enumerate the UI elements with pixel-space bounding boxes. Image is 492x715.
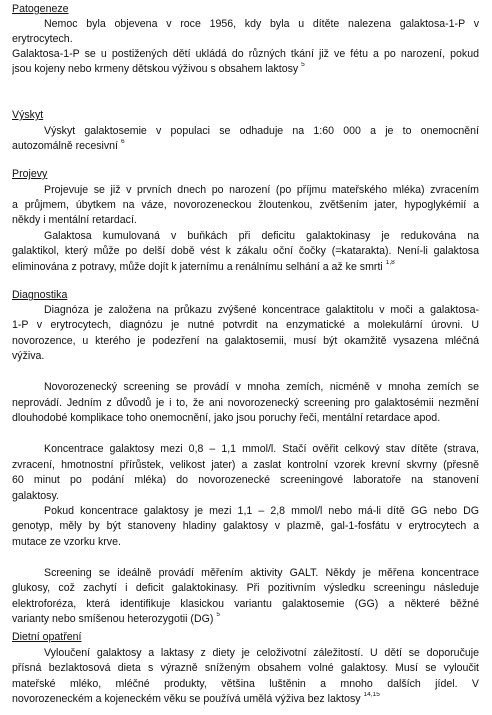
text-line: někdy i mentální retardací. (12, 214, 137, 226)
text-line-with-ref: autozomálně recesivní $^6$ (12, 139, 125, 152)
text-line: přísná bezlaktosová dieta s výrazně sníženým obsahem volné galaktosy. Musí se vyloučit (12, 662, 479, 674)
citation-ref: 1,8 (385, 260, 395, 267)
text-line: Výskyt galaktosemie v populaci se odhaduje na 1:60 000 a je to onemocnění (44, 125, 479, 137)
text-line: Galaktosa-1-P se u postižených dětí ukládá do různých tkání již ve fétu a po narození, pokud (12, 48, 479, 60)
heading-vyskyt: Výskyt (12, 109, 44, 121)
text-line: Novorozenecký screening se provádí v mnoha zemích, nicméně v mnoha zemích se (44, 381, 479, 393)
text-line: Nemoc byla objevena v roce 1956, kdy byla u dítěte nalezena galaktosa-1-P v (44, 18, 479, 30)
text-line: Galaktosa kumulovaná v buňkách při deficitu galaktokinasy je redukována na (44, 230, 479, 242)
text-line: Screening se ideálně provádí měřením aktivity GALT. Někdy je měřena koncentrace (44, 567, 479, 579)
text-line: genotyp, měly by být stanoveny hladiny galaktosy v plazmě, gal-1-fosfátu v erytrocytech a (12, 520, 479, 532)
text-line: zvracení, hmotnostní přírůstek, velikost jater) a zaslat kontrolní vzorek krevní skvrny (přesně (12, 459, 479, 471)
text-line: Koncentrace galaktosy mezi 0,8 – 1,1 mmol/l. Stačí ověřit celkový stav dítěte (strava, (44, 443, 479, 455)
text-line: erytrocytech. (12, 33, 73, 45)
text-line: glukosy, což zachytí i deficit galaktokinasy. Při pozitivním výsledku screeningu následuje (12, 582, 479, 594)
heading-projevy: Projevy (12, 168, 48, 180)
text-line: dlouhodobé komplikace toho onemocnění, jako jsou poruchy řeči, mentální retardace apod. (12, 412, 441, 424)
text-line-with-ref: novorozeneckém a kojeneckém věku se používá umělá výživa bez laktosy $^{14,15}$ (12, 692, 380, 705)
text-line: neprovádí. Jedním z důvodů je i to, že ani novorozenecký screening pro galaktosémii nezmění (12, 397, 479, 409)
text-line-with-ref: jsou kojeny nebo krmeny dětskou výživou s obsahem laktosy $^5$ (12, 62, 305, 75)
text-line: galaktikol, který může po delší době vést k zákalu oční čočky (=katarakta). Není-li galaktosa (12, 245, 479, 257)
text-line: novorozence, u kterého je podezření na galaktosemii, musí být okamžitě vysazena mléčná (12, 335, 479, 347)
citation-ref: 6 (120, 139, 125, 146)
heading-diagnostika: Diagnostika (12, 289, 68, 301)
text-line: 1-P v erytrocytech, diagnózu je nutné potvrdit na enzymatické a molekulární úrovni. U (12, 319, 479, 331)
citation-ref: 5 (301, 62, 305, 69)
text-line: galaktosy. (12, 490, 59, 502)
text-line-with-ref: varianty nebo smíšenou heterozygotii (DG) $^5$ (12, 612, 220, 625)
citation-ref: 14,15 (363, 692, 380, 699)
text-line: Diagnóza je založena na průkazu zvýšené koncentrace galaktitolu v moči a galaktosa- (44, 304, 479, 316)
text-line: výživa. (12, 350, 45, 362)
text-line: Projevuje se již v prvních dnech po narození (po příjmu mateřského mléka) zvracením (44, 184, 479, 196)
heading-patogeneze: Patogeneze (12, 3, 69, 15)
citation-ref: 5 (216, 612, 220, 619)
heading-dietni-opatreni: Dietní opatření (12, 631, 82, 643)
text-line: Vyloučení galaktosy a laktasy z diety je celoživotní záležitostí. U dětí se doporučuje (44, 647, 479, 659)
text-line: elektroforéza, která identifikuje klasickou variantu galaktosemie (GG) a některé běžné (12, 598, 479, 610)
text-line: Pokud koncentrace galaktosy je mezi 1,1 – 2,8 mmol/l nebo má-li dítě GG nebo DG (44, 505, 479, 517)
text-line: mutace ze vzorku krve. (12, 536, 121, 548)
text-line: a průjmem, úbytkem na váze, novorozeneckou žloutenkou, zvětšením jater, hypoglykémií a (12, 199, 479, 211)
text-line: 60 minut po podání mléka) do novorozenecké screeningové laboratoře na stanovení (12, 474, 479, 486)
text-line-with-ref: eliminována z potravy, může dojít k jaternímu a renálnímu selhání a až ke smrti $^{1,8}$ (12, 260, 395, 273)
text-line: mateřské mléko, mléčné produkty, většina luštěnin a mnoho dalších jídel. V (12, 678, 479, 690)
